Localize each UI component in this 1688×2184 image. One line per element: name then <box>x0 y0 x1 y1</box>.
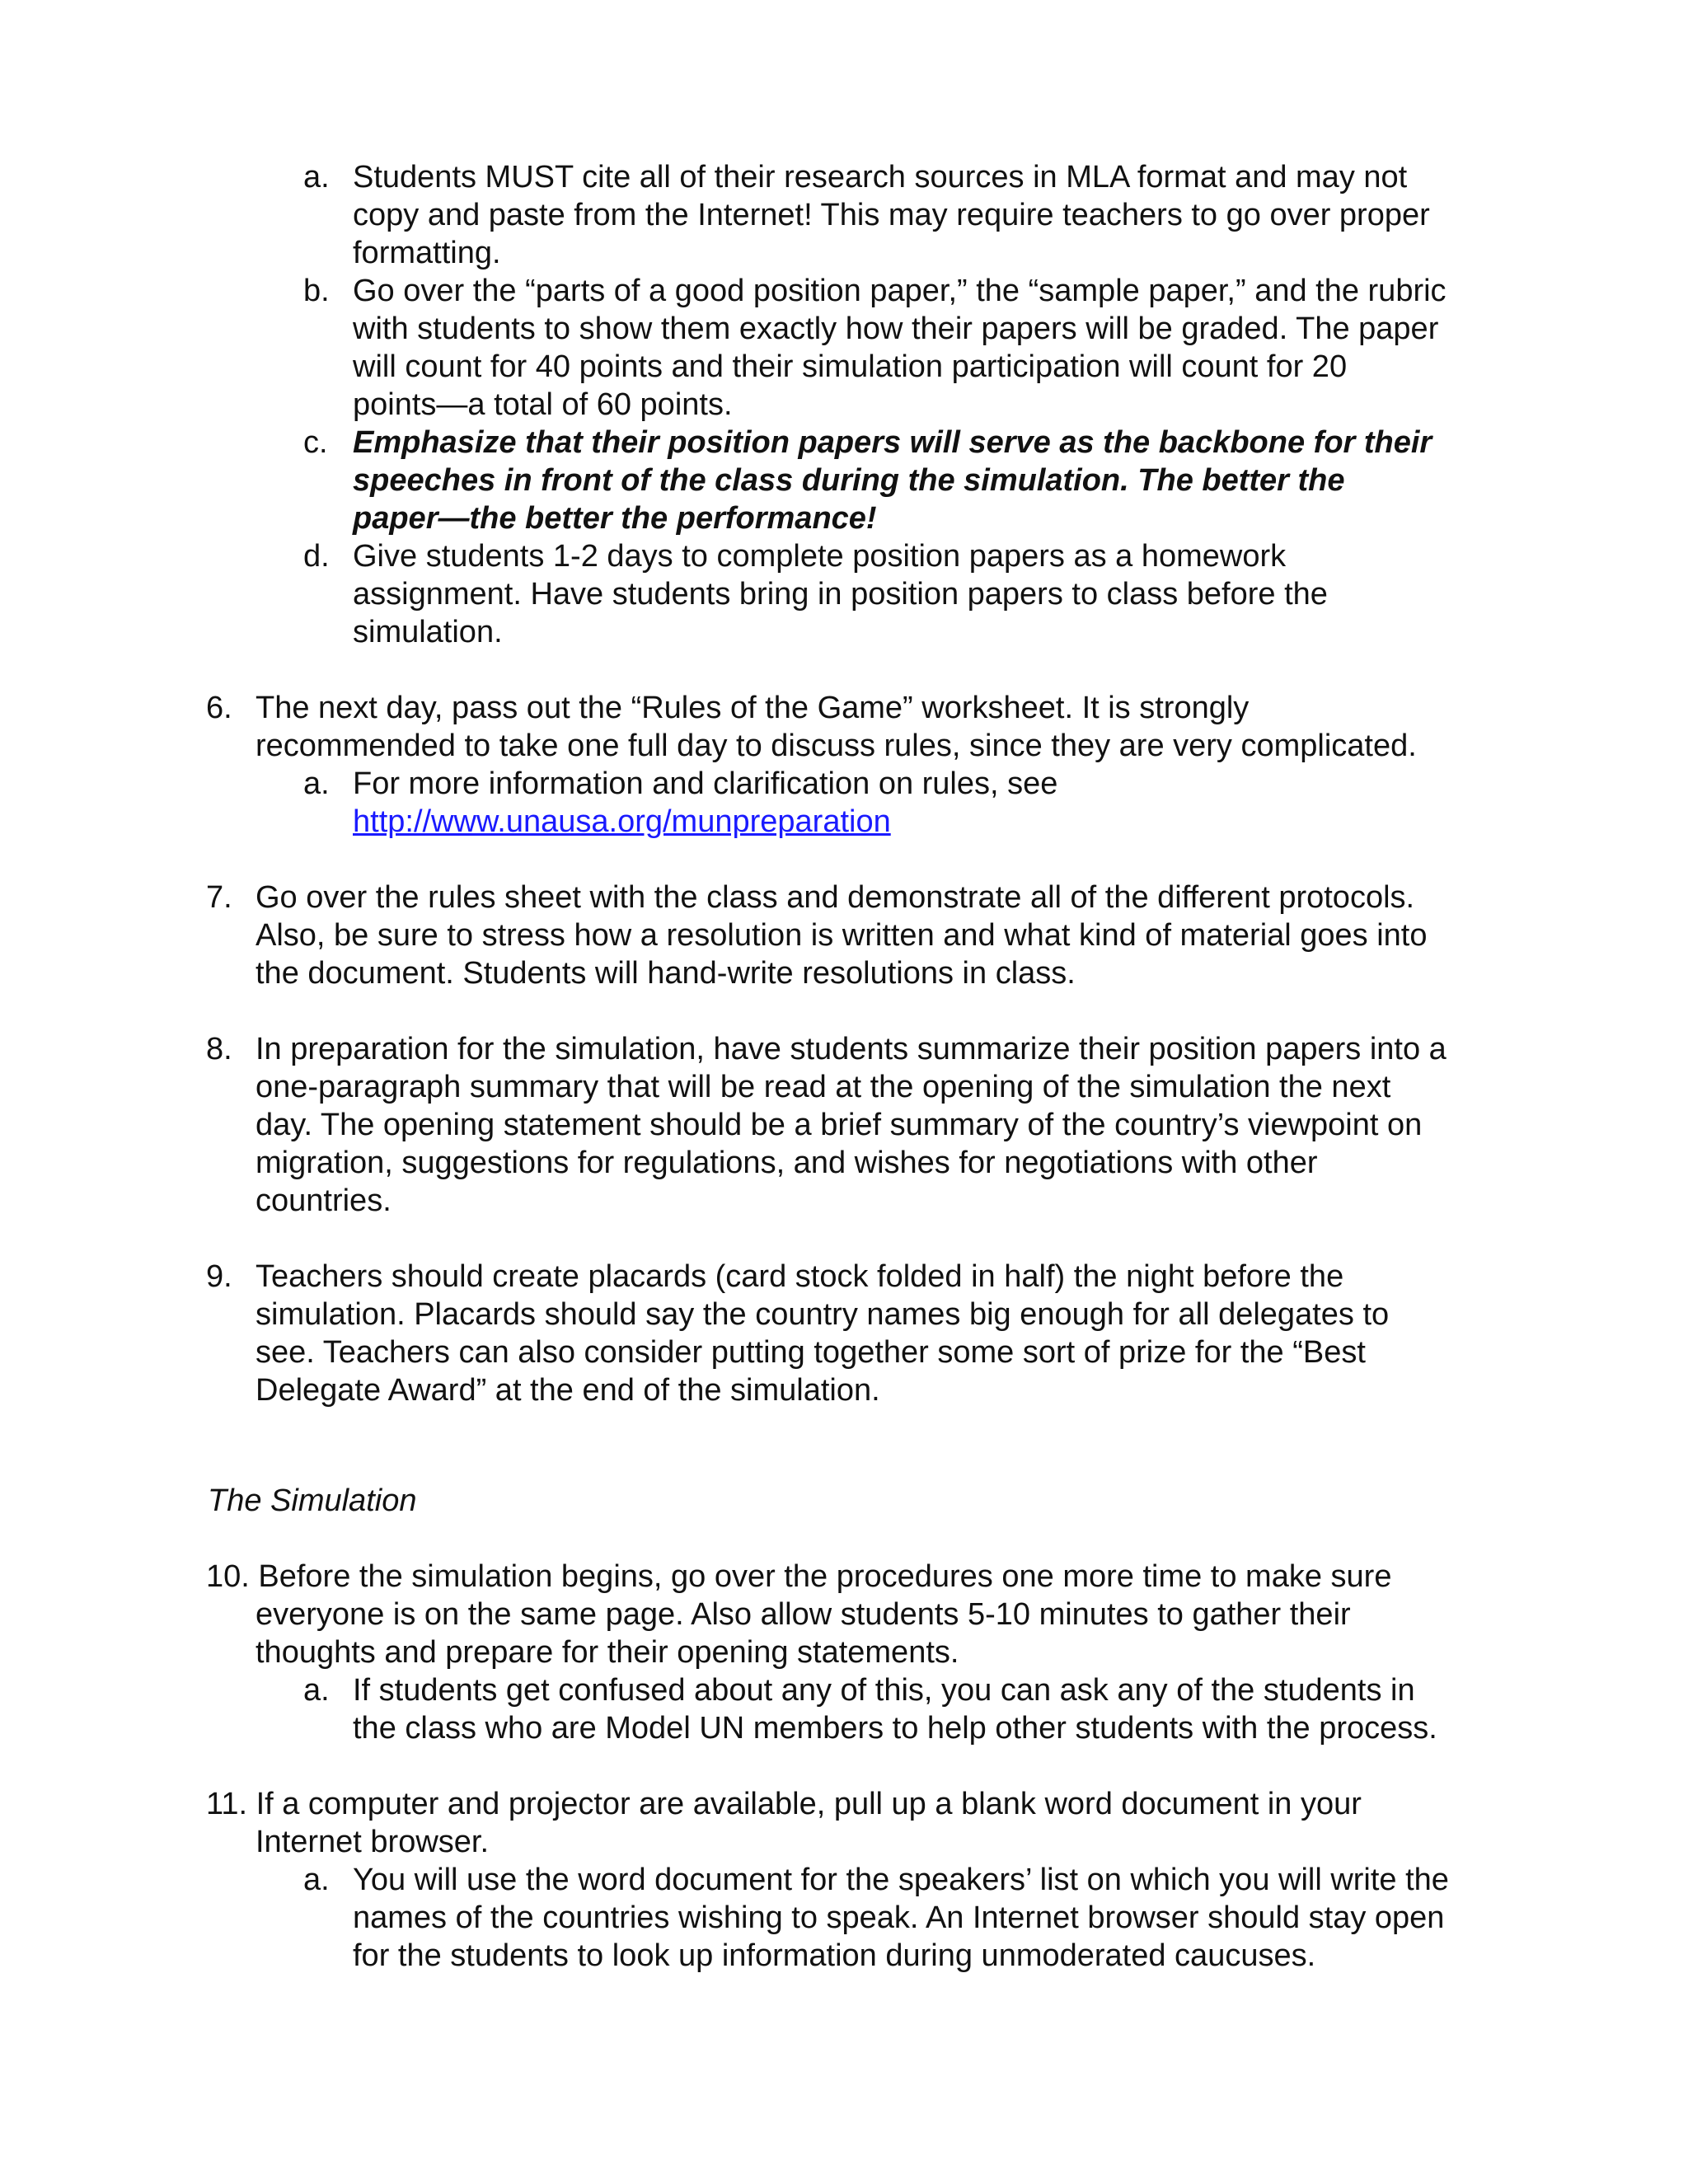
text-line: recommended to take one full day to discuss rules, since they are very complicated. <box>256 729 1417 763</box>
text-line: countries. <box>256 1183 392 1218</box>
list-number: 8. <box>206 1032 232 1066</box>
text-line: will count for 40 points and their simulation participation will count for 20 <box>353 349 1348 384</box>
text-line: You will use the word document for the speakers’ list on which you will write the <box>353 1863 1449 1897</box>
list-item <box>256 689 1417 765</box>
list-marker: a. <box>303 1863 330 1897</box>
list-number: 6. <box>206 691 232 725</box>
munpreparation-link[interactable]: http://www.unausa.org/munpreparation <box>353 804 891 839</box>
list-marker: b. <box>303 274 330 308</box>
list-item <box>256 1030 1447 1220</box>
list-item <box>256 879 1428 992</box>
list-item-continuation <box>256 1823 489 1861</box>
text-line: the document. Students will hand-write resolutions in class. <box>256 956 1076 991</box>
text-line: If students get confused about any of this, you can ask any of the students in <box>353 1673 1415 1708</box>
text-line: simulation. <box>353 615 503 649</box>
text-line: Internet browser. <box>256 1825 490 1859</box>
list-item <box>206 1558 1391 1596</box>
list-number: 9. <box>206 1259 232 1294</box>
text-line: formatting. <box>353 236 501 270</box>
list-item <box>256 1258 1389 1409</box>
text-line: For more information and clarification on rules, see <box>353 766 1058 801</box>
text-line: In preparation for the simulation, have students summarize their position papers into a <box>256 1032 1447 1066</box>
text-line: day. The opening statement should be a brief summary of the country’s viewpoint on <box>256 1108 1423 1142</box>
text-line: points—a total of 60 points. <box>353 387 733 422</box>
text-line: everyone is on the same page. Also allow students 5-10 minutes to gather their <box>256 1597 1351 1632</box>
text-line: one-paragraph summary that will be read at the opening of the simulation the next <box>256 1070 1391 1104</box>
text-line: names of the countries wishing to speak. An Internet browser should stay open <box>353 1900 1445 1935</box>
list-item-continuation <box>256 1596 1351 1671</box>
text-line: with students to show them exactly how their papers will be graded. The paper <box>353 312 1439 346</box>
text-line: Teachers should create placards (card stock folded in half) the night before the <box>256 1259 1344 1294</box>
section-heading: The Simulation <box>208 1483 417 1518</box>
text-line: speeches in front of the class during the simulation. The better the <box>353 463 1345 498</box>
text-line: Students MUST cite all of their research sources in MLA format and may not <box>353 160 1408 194</box>
list-item-emphasis <box>353 424 1432 537</box>
text-line: see. Teachers can also consider putting together some sort of prize for the “Best <box>256 1335 1366 1370</box>
text-line: Delegate Award” at the end of the simulation. <box>256 1373 880 1408</box>
text-line: copy and paste from the Internet! This may require teachers to go over proper <box>353 198 1430 232</box>
list-item <box>353 1671 1437 1747</box>
text-line: migration, suggestions for regulations, and wishes for negotiations with other <box>256 1146 1318 1180</box>
text-line: the class who are Model UN members to help other students with the process. <box>353 1711 1437 1746</box>
list-marker: a. <box>303 160 330 194</box>
text-line: assignment. Have students bring in position papers to class before the <box>353 577 1328 612</box>
text-line: simulation. Placards should say the country names big enough for all delegates to <box>256 1297 1390 1332</box>
text-line: Give students 1-2 days to complete position papers as a homework <box>353 539 1287 574</box>
text-line: paper—the better the performance! <box>353 501 877 536</box>
text-line: Also, be sure to stress how a resolution is written and what kind of material goes into <box>256 918 1428 953</box>
list-item <box>206 1785 1362 1823</box>
text-line: Go over the rules sheet with the class and demonstrate all of the different protocols. <box>256 880 1415 915</box>
list-marker: a. <box>303 766 330 801</box>
text-line: Go over the “parts of a good position paper,” the “sample paper,” and the rubric <box>353 274 1447 308</box>
list-item <box>353 158 1430 272</box>
text-line: 10. Before the simulation begins, go over the procedures one more time to make sure <box>206 1559 1392 1594</box>
list-marker: a. <box>303 1673 330 1708</box>
list-item <box>353 1861 1449 1975</box>
text-line: The next day, pass out the “Rules of the Game” worksheet. It is strongly <box>256 691 1250 725</box>
list-item <box>353 537 1328 651</box>
text-line: thoughts and prepare for their opening statements. <box>256 1635 959 1670</box>
list-marker: c. <box>303 425 328 460</box>
text-line: for the students to look up information during unmoderated caucuses. <box>353 1938 1316 1973</box>
list-number: 7. <box>206 880 232 915</box>
list-item <box>353 272 1447 424</box>
text-line: 11. If a computer and projector are available, pull up a blank word document in your <box>206 1787 1362 1821</box>
list-item <box>353 765 1057 841</box>
text-line: Emphasize that their position papers will serve as the backbone for their <box>353 425 1432 460</box>
list-marker: d. <box>303 539 330 574</box>
